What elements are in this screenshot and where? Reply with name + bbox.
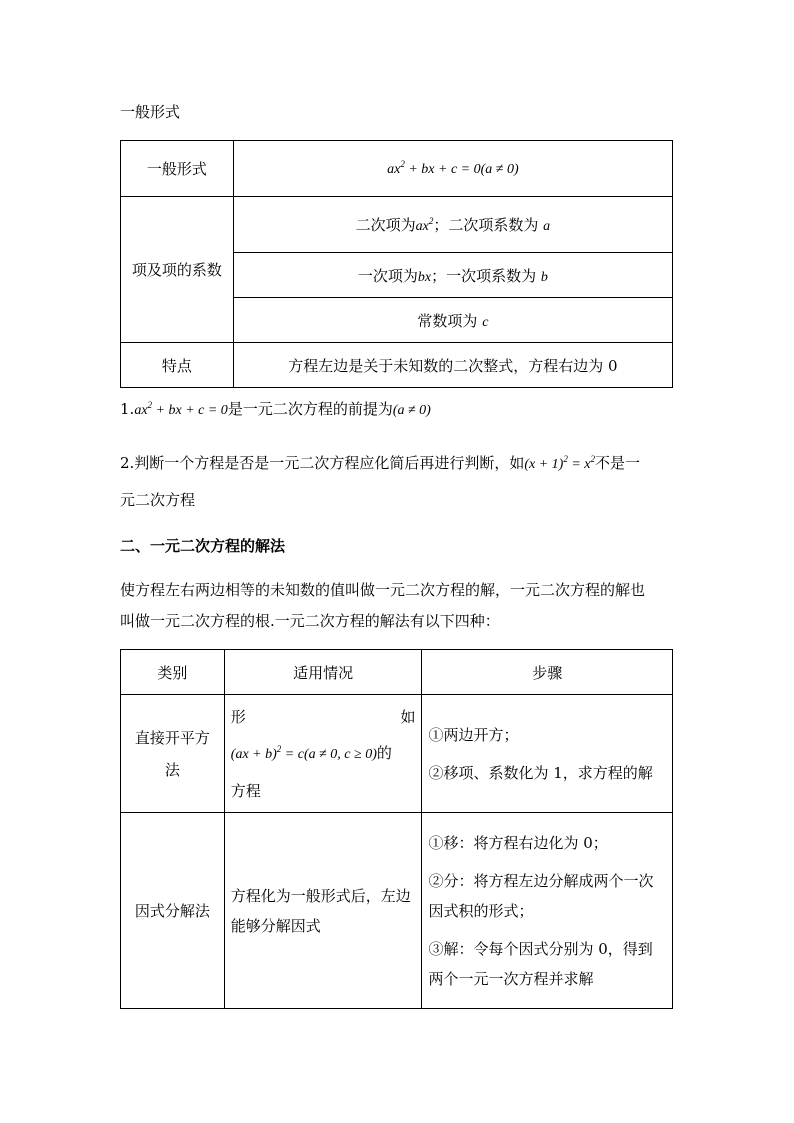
table-cell: 一次项为bx；一次项系数为 b xyxy=(233,253,672,298)
table-cell xyxy=(121,343,234,388)
table-cell xyxy=(121,141,234,197)
note-2-line-2: 元二次方程 xyxy=(120,491,196,509)
table-row xyxy=(121,343,673,388)
note-2-line-1: 2.判断一个方程是否是一元二次方程应化简后再进行判断，如$(x + 1)^2 = x^2$不是一 xyxy=(120,454,641,472)
general-form-formula: $ax^2$ + bx + c = 0(a ≠ 0) xyxy=(387,159,519,177)
row-label: 特点 xyxy=(161,356,192,375)
table-cell xyxy=(121,197,234,343)
table-header-row xyxy=(121,650,673,695)
section-title: 二、一元二次方程的解法 xyxy=(120,537,286,555)
heading-general-form: 一般形式 xyxy=(120,103,181,121)
header-cell: 步骤 xyxy=(422,650,673,695)
table-cell xyxy=(233,141,672,197)
header-cell: 类别 xyxy=(121,650,225,695)
table-row xyxy=(121,141,673,197)
table-cell: ①移：将方程右边化为 0； ②分：将方程左边分解成两个一次 因式积的形式； ③解：令每个因式分别为 0，得到 两个一元一次方程并求解 xyxy=(422,813,673,1009)
table-row xyxy=(121,197,673,253)
note-1: $1.ax^2$ + bx + c = 0是一元二次方程的前提为(a ≠ 0) xyxy=(120,400,431,418)
solution-methods-table xyxy=(120,649,673,1009)
general-form-table xyxy=(120,140,673,388)
table-row xyxy=(121,695,673,813)
table-cell: 二次项为$ax^2$；二次项系数为 a xyxy=(233,197,672,253)
row-label: 项及项的系数 xyxy=(131,261,222,279)
table-cell: 直接开平方 法 xyxy=(121,695,225,813)
header-cell: 适用情况 xyxy=(224,650,422,695)
table-cell: 常数项为 c xyxy=(233,298,672,343)
section-paragraph-line-1: 使方程左右两边相等的未知数的值叫做一元二次方程的解，一元二次方程的解也 xyxy=(120,581,646,599)
table-cell: 方程左边是关于未知数的二次整式，方程右边为 0 xyxy=(233,343,672,388)
section-paragraph-line-2: 叫做一元二次方程的根.一元二次方程的解法有以下四种： xyxy=(120,612,500,630)
table-cell: 形 如 (ax + b)$^2$ = c(a ≠ 0, c ≥ 0)的 方程 xyxy=(224,695,422,813)
table-cell: ①两边开方； ②移项、系数化为 1，求方程的解 xyxy=(422,695,673,813)
row-label: 一般形式 xyxy=(146,160,207,178)
table-cell: 因式分解法 xyxy=(121,813,225,1009)
table-cell: 方程化为一般形式后，左边 能够分解因式 xyxy=(224,813,422,1009)
table-row xyxy=(121,813,673,1009)
